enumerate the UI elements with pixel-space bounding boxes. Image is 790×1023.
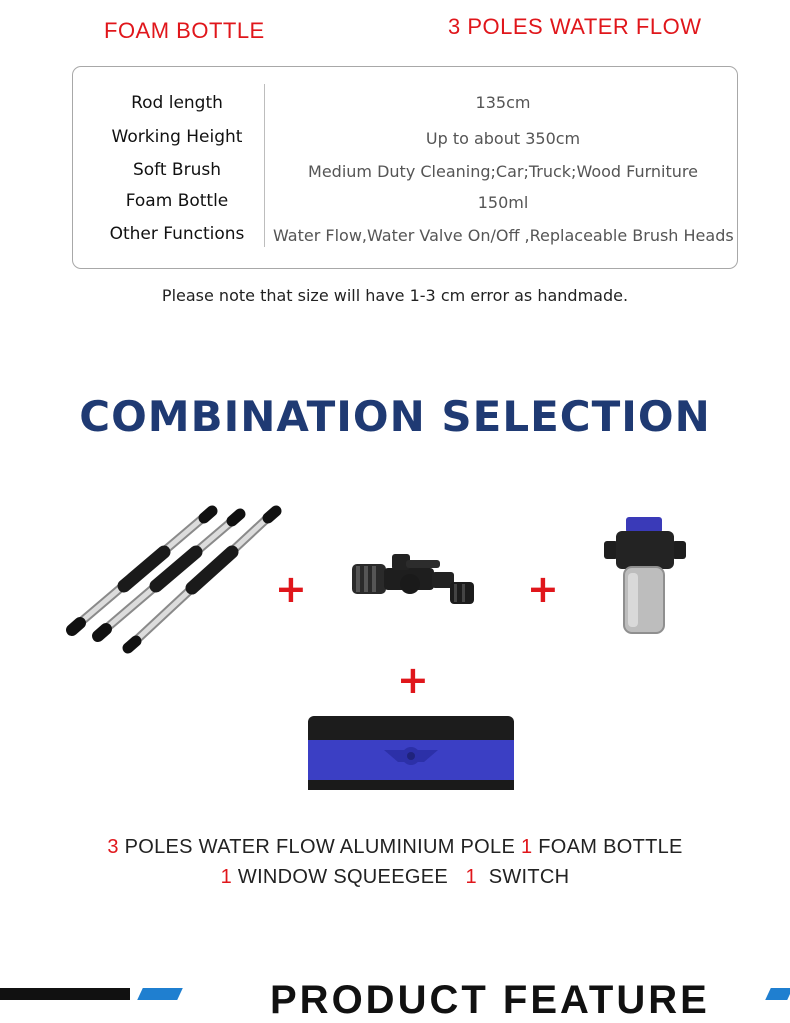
caption-item-switch: SWITCH xyxy=(476,866,570,888)
caption-quantity: 1 xyxy=(520,836,533,858)
spec-key-rod-length: Rod length xyxy=(131,93,223,113)
plus-icon: + xyxy=(527,567,559,611)
handmade-size-note: Please note that size will have 1-3 cm error as handmade. xyxy=(161,286,629,305)
plus-icon: + xyxy=(275,567,307,611)
foam-bottle-label: FOAM BOTTLE xyxy=(104,18,265,43)
foam-bottle-image xyxy=(602,515,688,639)
spec-value-foam-bottle: 150ml xyxy=(477,193,529,212)
spec-value-rod-length: 135cm xyxy=(475,93,531,112)
combination-caption-line-2 xyxy=(0,866,790,889)
spec-key-foam-bottle: Foam Bottle xyxy=(125,191,229,211)
poles-water-flow-label: 3 POLES WATER FLOW xyxy=(448,14,702,39)
caption-quantity: 3 xyxy=(107,836,119,858)
aluminium-poles-image xyxy=(66,496,286,658)
spec-value-soft-brush: Medium Duty Cleaning;Car;Truck;Wood Furniture xyxy=(308,162,698,181)
spec-key-soft-brush: Soft Brush xyxy=(132,160,221,180)
combination-heading: COMBINATION SELECTION xyxy=(79,392,711,441)
plus-icon: + xyxy=(397,658,429,702)
window-squeegee-image xyxy=(304,714,518,792)
water-switch-image xyxy=(350,548,478,614)
spec-key-working-height: Working Height xyxy=(111,127,243,147)
spec-value-working-height: Up to about 350cm xyxy=(425,129,581,148)
spec-value-other-functions: Water Flow,Water Valve On/Off ,Replaceable Brush Heads xyxy=(273,226,734,245)
caption-item-foam-bottle: FOAM BOTTLE xyxy=(532,836,683,858)
caption-quantity: 1 xyxy=(220,866,233,888)
caption-quantity: 1 xyxy=(465,866,477,888)
caption-item-poles: POLES WATER FLOW ALUMINIUM POLE xyxy=(118,836,521,858)
bottom-blue-stripe-left xyxy=(137,988,183,1000)
caption-item-squeegee: WINDOW SQUEEGEE xyxy=(232,866,466,888)
product-feature-heading: PRODUCT FEATURE xyxy=(270,978,710,1022)
bottom-black-bar-left xyxy=(0,988,130,1000)
combination-caption-line-1 xyxy=(0,836,790,859)
bottom-blue-stripe-right xyxy=(765,988,790,1000)
spec-key-other-functions: Other Functions xyxy=(109,224,245,244)
